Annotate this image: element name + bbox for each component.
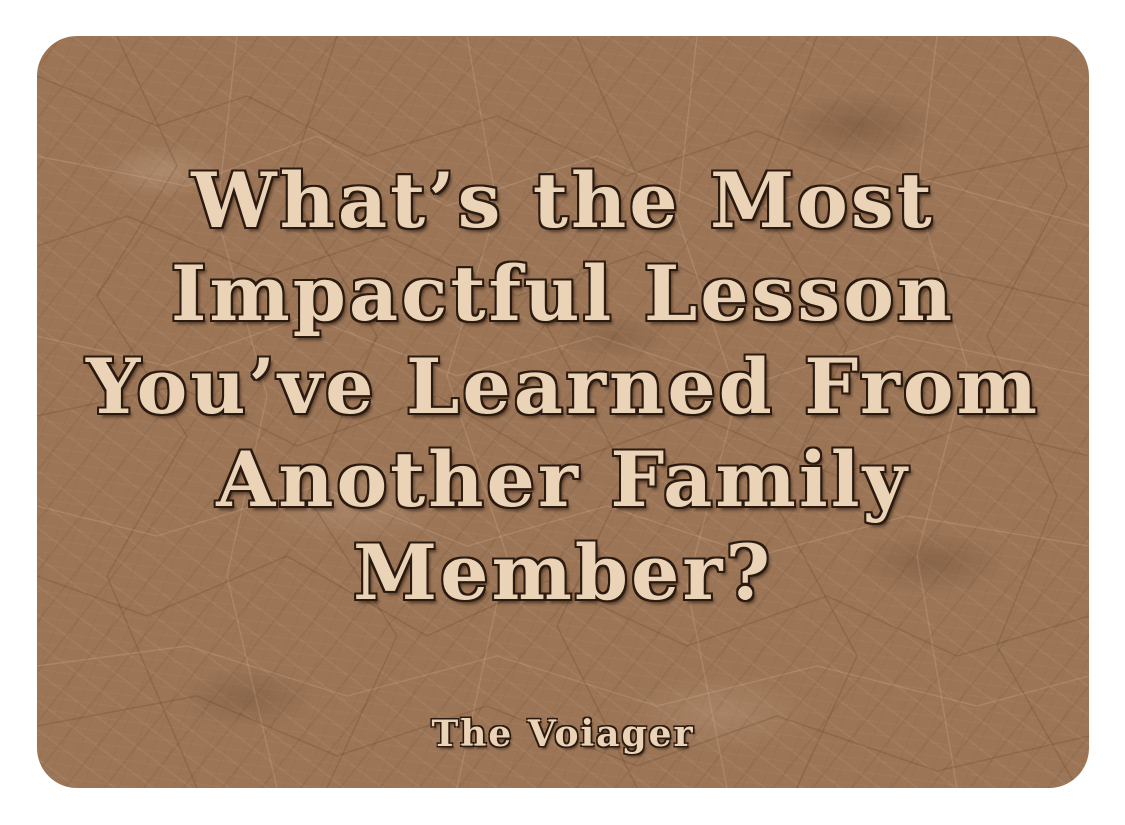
question-line-5: Member? [353, 528, 773, 617]
question-line-1: What’s the Most [191, 156, 935, 245]
question-line-2: Impactful Lesson [170, 249, 956, 338]
question-heading [37, 154, 1089, 619]
question-line-4: Another Family [216, 435, 910, 524]
question-card [37, 36, 1089, 788]
brand-name: The Voiager [431, 713, 695, 755]
question-line-3: You’ve Learned From [85, 342, 1041, 431]
